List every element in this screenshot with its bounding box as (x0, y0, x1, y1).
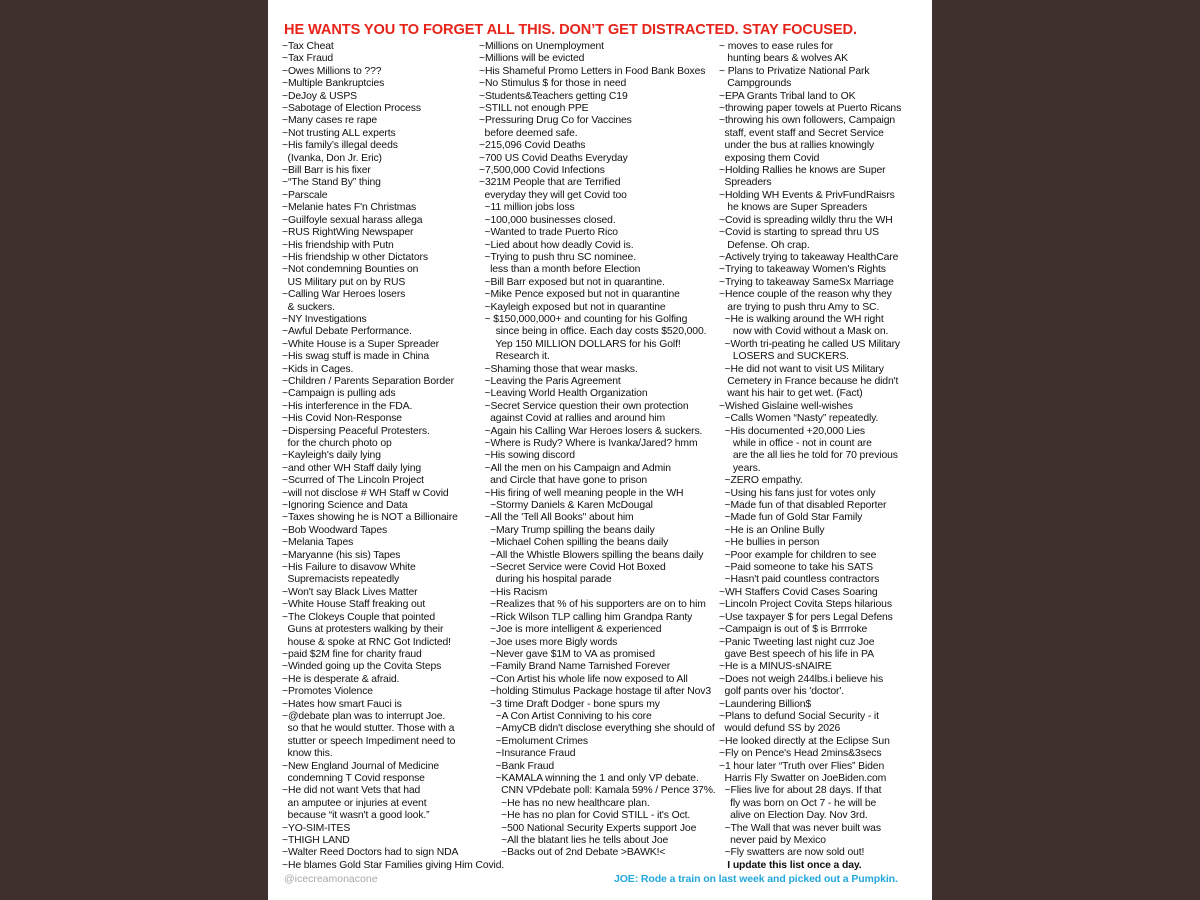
list-item: ~His Failure to disavow White (282, 562, 416, 574)
list-item: ~ moves to ease rules for (719, 41, 833, 52)
list-item: ~Where is Rudy? Where is Ivanka/Jared? hmm (479, 438, 698, 449)
list-item: know this. (282, 748, 333, 760)
list-item: ~Kayleigh's daily lying (282, 450, 381, 462)
list-item: house & spoke at RNC Got Indicted! (282, 636, 451, 648)
list-item: ~will not disclose # WH Staff w Covid (282, 487, 449, 499)
list-item: ~Kids in Cages. (282, 363, 354, 375)
list-item: ~His friendship with Putn (282, 239, 394, 251)
list-item: ~Family Brand Name Tarnished Forever (479, 661, 671, 673)
list-item: ~and other WH Staff daily lying (282, 462, 422, 474)
list-item: ~YO-SIM-ITES (282, 822, 351, 834)
list-item: ~Children / Parents Separation Border (282, 375, 455, 387)
list-item: ~Realizes that % of his supporters are on to him (479, 599, 706, 611)
list-item: ~He is walking around the WH right (719, 313, 884, 325)
list-item: Spreaders (719, 177, 772, 189)
list-item: Supremacists repeatedly (282, 574, 400, 586)
list-item: & suckers. (282, 301, 335, 313)
list-item: ~throwing his own followers, Campaign (719, 115, 896, 127)
list-item: ~Leaving the Paris Agreement (479, 375, 621, 387)
list-item: I update this list once a day. (719, 859, 862, 871)
list-item: exposing them Covid (719, 152, 820, 164)
list-item: condemning T Covid response (282, 772, 425, 784)
list-item: LOSERS and SUCKERS. (719, 351, 849, 363)
list-item: ~Emolument Crimes (479, 735, 588, 747)
list-item: ~Winded going up the Covita Steps (282, 661, 442, 673)
list-item: Defense. Oh crap. (719, 239, 810, 251)
list-item: ~Holding Rallies he knows are Super (719, 165, 886, 177)
list-item: ~ $150,000,000+ and counting for his Golfing (479, 313, 688, 325)
list-item: hunting bears & wolves AK (719, 53, 848, 65)
list-item: ~Guilfoyle sexual harass allega (282, 214, 423, 226)
list-item: never paid by Mexico (719, 835, 826, 846)
list-item: ~Campaign is out of $ is Brrrroke (719, 624, 868, 636)
list-item: stutter or speech Impediment need to (282, 735, 456, 747)
list-item: ~Secret Service question their own protection (479, 400, 689, 412)
list-item: ~All the Whistle Blowers spilling the beans daily (479, 549, 704, 561)
list-item: ~His Racism (479, 586, 548, 598)
list-item: ~Joe uses more Bigly words (479, 636, 618, 648)
list-item: ~Tax Cheat (282, 41, 334, 52)
list-item: ~1 hour later “Truth over Flies” Biden (719, 760, 885, 772)
list-item: ~Covid is starting to spread thru US (719, 227, 879, 239)
list-item: ~KAMALA winning the 1 and only VP debate. (479, 772, 699, 784)
list-item: he knows are Super Spreaders (719, 202, 868, 214)
list-item: ~All the blatant lies he tells about Joe (479, 835, 669, 846)
list-item: ~His friendship w other Dictators (282, 251, 428, 263)
list-item: ~His interference in the FDA. (282, 400, 413, 412)
list-item: ~The Wall that was never built was (719, 822, 881, 834)
list-item: Yep 150 MILLION DOLLARS for his Golf! (479, 338, 681, 350)
column-1 (282, 41, 505, 872)
list-item: US Military put on by RUS (282, 276, 406, 288)
list-item: ~Michael Cohen spilling the beans daily (479, 537, 669, 549)
list-item: while in office - not in count are (719, 438, 872, 449)
list-item: are the all lies he told for 70 previous (719, 450, 898, 462)
list-item: ~Joe is more intelligent & experienced (479, 624, 662, 636)
list-item: ~Students&Teachers getting C19 (479, 90, 628, 102)
footer-handle: @icecreamonacone (284, 873, 378, 885)
list-item: ~Walter Reed Doctors had to sign NDA (282, 847, 459, 859)
list-item: ~Con Artist his whole life now exposed to All (479, 673, 688, 685)
list-item: ~Hence couple of the reason why they (719, 289, 892, 301)
list-item: ~Worth tri-peating he called US Military (719, 338, 901, 350)
list-item: ~He is a MINUS-sNAIRE (719, 661, 832, 673)
list-item: ~Sabotage of Election Process (282, 103, 421, 115)
list-item: ~Shaming those that wear masks. (479, 363, 638, 375)
list-item: ~Use taxpayer $ for pers Legal Defens (719, 611, 893, 623)
list-item: ~A Con Artist Conniving to his core (479, 710, 652, 722)
list-item: because “it wasn't a good look.” (282, 810, 430, 822)
list-item: ~His swag stuff is made in China (282, 351, 429, 363)
list-item: alive on Election Day. Nov 3rd. (719, 810, 868, 822)
list-item: ~Laundering Billion$ (719, 698, 812, 710)
list-item: ~His family’s illegal deeds (282, 140, 398, 152)
list-item: ~Fly swatters are now sold out! (719, 847, 865, 859)
list-item: ~Millions on Unemployment (479, 41, 604, 52)
footer-note: JOE: Rode a train on last week and picked out a Pumpkin. (614, 873, 898, 885)
list-item: ~Scurred of The Lincoln Project (282, 475, 424, 487)
list-item: ~Bill Barr is his fixer (282, 165, 371, 177)
list-item: less than a month before Election (479, 264, 641, 276)
list-item: ~No Stimulus $ for those in need (479, 78, 627, 90)
list-item: years. (719, 462, 761, 474)
list-item: ~Trying to takeaway Women's Rights (719, 264, 886, 276)
list-item: ~Not trusting ALL experts (282, 127, 396, 139)
list-item: ~100,000 businesses closed. (479, 214, 616, 226)
list-item: ~His firing of well meaning people in the WH (479, 487, 684, 499)
list-item: ~Pressuring Drug Co for Vaccines (479, 115, 632, 127)
list-item: ~Mike Pence exposed but not in quarantine (479, 289, 680, 301)
list-item: ~3 time Draft Dodger - bone spurs my (479, 698, 660, 710)
list-item: ~Secret Service were Covid Hot Boxed (479, 562, 666, 574)
list-item: ~He blames Gold Star Families giving Him Covid. (282, 859, 505, 871)
list-item: ~“The Stand By” thing (282, 177, 381, 189)
list-item: ~Poor example for children to see (719, 549, 877, 561)
list-item: ~321M People that are Terrified (479, 177, 621, 189)
list-columns (282, 41, 920, 872)
list-item: ~paid $2M fine for charity fraud (282, 648, 422, 660)
list-item: ~Made fun of Gold Star Family (719, 512, 863, 524)
list-item: ~Dispersing Peaceful Protesters. (282, 425, 430, 437)
list-item: ~Maryanne (his sis) Tapes (282, 549, 401, 561)
list-item: ~WH Staffers Covid Cases Soaring (719, 586, 878, 598)
list-item: ~Bank Fraud (479, 760, 555, 772)
list-item: ~Millions will be evicted (479, 53, 585, 65)
list-item: ~Paid someone to take his SATS (719, 562, 873, 574)
list-item: ~Wished Gislaine well-wishes (719, 400, 853, 412)
list-item: fly was born on Oct 7 - he will be (719, 797, 877, 809)
list-item: ~throwing paper towels at Puerto Ricans (719, 103, 902, 115)
list-item: ~215,096 Covid Deaths (479, 140, 586, 152)
list-item: ~He did not want to visit US Military (719, 363, 884, 375)
list-item: ~White House is a Super Spreader (282, 338, 440, 350)
list-item: ~ZERO empathy. (719, 475, 803, 487)
list-item: ~Lied about how deadly Covid is. (479, 239, 634, 251)
list-item: ~holding Stimulus Package hostage til after Nov3 (479, 686, 712, 698)
list-item: ~His Covid Non-Response (282, 413, 402, 425)
list-item: ~500 National Security Experts support Joe (479, 822, 697, 834)
list-item: ~Fly on Pence's Head 2mins&3secs (719, 748, 882, 760)
list-item: ~Melanie hates F'n Christmas (282, 202, 417, 214)
column-3 (719, 41, 919, 872)
list-item: ~Hates how smart Fauci is (282, 698, 402, 710)
list-item: so that he would stutter. Those with a (282, 723, 455, 735)
list-item: ~Holding WH Events & PrivFundRaisrs (719, 189, 895, 201)
list-item: ~Panic Tweeting last night cuz Joe (719, 636, 875, 648)
list-item: ~Backs out of 2nd Debate >BAWK!< (479, 847, 666, 859)
list-item: ~DeJoy & USPS (282, 90, 357, 102)
list-item: since being in office. Each day costs $520,000. (479, 326, 707, 338)
list-item: ~AmyCB didn't disclose everything she should of (479, 723, 715, 735)
list-item: Cemetery in France because he didn't (719, 375, 899, 387)
list-item: ~Rick Wilson TLP calling him Grandpa Ranty (479, 611, 693, 623)
list-item: gave Best speech of his life in PA (719, 648, 874, 660)
column-2 (479, 41, 719, 872)
list-item: against Covid at rallies and around him (479, 413, 666, 425)
list-item: ~Kayleigh exposed but not in quarantine (479, 301, 666, 313)
list-item: want his hair to get wet. (Fact) (719, 388, 863, 400)
list-item: ~Owes Millions to ??? (282, 65, 382, 77)
list-item: ~Trying to takeaway SameSx Marriage (719, 276, 894, 288)
list-item: Research it. (479, 351, 550, 363)
list-item: ~@debate plan was to interrupt Joe. (282, 710, 446, 722)
list-item: ~He is an Online Bully (719, 524, 825, 536)
list-item: would defund SS by 2026 (719, 723, 841, 735)
list-item: ~He is desperate & afraid. (282, 673, 400, 685)
list-item: ~His documented +20,000 Lies (719, 425, 866, 437)
list-item: golf pants over his 'doctor'. (719, 686, 845, 698)
list-item: and Circle that have gone to prison (479, 475, 648, 487)
list-item: ~RUS RightWing Newspaper (282, 227, 414, 239)
list-item: for the church photo op (282, 438, 392, 449)
list-item: ~Multiple Bankruptcies (282, 78, 385, 90)
list-item: ~White House Staff freaking out (282, 599, 426, 611)
list-item: ~Taxes showing he is NOT a Billionaire (282, 512, 458, 524)
list-item: ~Wanted to trade Puerto Rico (479, 227, 618, 239)
list-item: ~Hasn't paid countless contractors (719, 574, 880, 586)
list-item: ~His sowing discord (479, 450, 575, 462)
list-item: ~Leaving World Health Organization (479, 388, 648, 400)
list-item: Harris Fly Swatter on JoeBiden.com (719, 772, 887, 784)
list-item: ~He has no new healthcare plan. (479, 797, 650, 809)
list-item: ~THIGH LAND (282, 835, 350, 846)
list-item: ~All the 'Tell All Books" about him (479, 512, 634, 524)
list-item: are trying to push thru Amy to SC. (719, 301, 880, 313)
list-item: ~Tax Fraud (282, 53, 334, 65)
list-item: ~EPA Grants Tribal land to OK (719, 90, 856, 102)
list-item: ~The Clokeys Couple that pointed (282, 611, 435, 623)
list-item: (Ivanka, Don Jr. Eric) (282, 152, 382, 164)
list-item: ~Stormy Daniels & Karen McDougal (479, 500, 653, 512)
list-item: ~Campaign is pulling ads (282, 388, 396, 400)
list-item: ~Parscale (282, 189, 328, 201)
list-item: ~He looked directly at the Eclipse Sun (719, 735, 890, 747)
list-item: ~Insurance Fraud (479, 748, 576, 760)
list-item: ~New England Journal of Medicine (282, 760, 440, 772)
list-item: an amputee or injuries at event (282, 797, 427, 809)
list-item: ~He did not want Vets that had (282, 785, 421, 797)
list-item: now with Covid without a Mask on. (719, 326, 889, 338)
list-item: during his hospital parade (479, 574, 612, 586)
list-item: ~Does not weigh 244lbs.i believe his (719, 673, 884, 685)
list-item: ~Promotes Violence (282, 686, 373, 698)
list-item: ~Trying to push thru SC nominee. (479, 251, 636, 263)
list-item: ~Again his Calling War Heroes losers & suckers. (479, 425, 703, 437)
list-item: ~Not condemning Bounties on (282, 264, 419, 276)
list-item: ~Calling War Heroes losers (282, 289, 406, 301)
list-item: ~Using his fans just for votes only (719, 487, 876, 499)
list-item: ~Awful Debate Performance. (282, 326, 412, 338)
list-item: ~Plans to defund Social Security - it (719, 710, 879, 722)
list-item: ~Won't say Black Lives Matter (282, 586, 418, 598)
list-item: CNN VPdebate poll: Kamala 59% / Pence 37%. (479, 785, 716, 797)
list-item: ~Melania Tapes (282, 537, 354, 549)
list-item: ~ Plans to Privatize National Park (719, 65, 870, 77)
list-item: before deemed safe. (479, 127, 578, 139)
list-item: ~Many cases re rape (282, 115, 378, 127)
list-item: staff, event staff and Secret Service (719, 127, 884, 139)
list-item: under the bus at rallies knowingly (719, 140, 875, 152)
list-item: ~11 million jobs loss (479, 202, 575, 214)
list-item: ~Ignoring Science and Data (282, 500, 408, 512)
list-item: ~NY Investigations (282, 313, 367, 325)
list-item: ~STILL not enough PPE (479, 103, 589, 115)
list-item: ~He has no plan for Covid STILL - it's Oct. (479, 810, 691, 822)
list-item: ~7,500,000 Covid Infections (479, 165, 605, 177)
list-item: ~Bill Barr exposed but not in quarantine. (479, 276, 665, 288)
list-item: ~Covid is spreading wildly thru the WH (719, 214, 893, 226)
list-item: ~His Shameful Promo Letters in Food Bank Boxes (479, 65, 706, 77)
list-item: ~Actively trying to takeaway HealthCare (719, 251, 899, 263)
list-item: Guns at protesters walking by their (282, 624, 444, 636)
list-item: ~All the men on his Campaign and Admin (479, 462, 671, 474)
list-item: ~Calls Women “Nasty” repeatedly. (719, 413, 879, 425)
list-item: ~He bullies in person (719, 537, 820, 549)
list-item: ~Bob Woodward Tapes (282, 524, 388, 536)
list-item: everyday they will get Covid too (479, 189, 627, 201)
list-item: ~Mary Trump spilling the beans daily (479, 524, 655, 536)
list-item: ~Flies live for about 28 days. If that (719, 785, 882, 797)
list-item: ~700 US Covid Deaths Everyday (479, 152, 628, 164)
list-item: ~Never gave $1M to VA as promised (479, 648, 655, 660)
list-item: ~Lincoln Project Covita Steps hilarious (719, 599, 892, 611)
list-item: ~Made fun of that disabled Reporter (719, 500, 887, 512)
headline: HE WANTS YOU TO FORGET ALL THIS. DON’T GET DISTRACTED. STAY FOCUSED. (284, 22, 857, 38)
list-item: Campgrounds (719, 78, 792, 90)
document-page (268, 0, 932, 900)
